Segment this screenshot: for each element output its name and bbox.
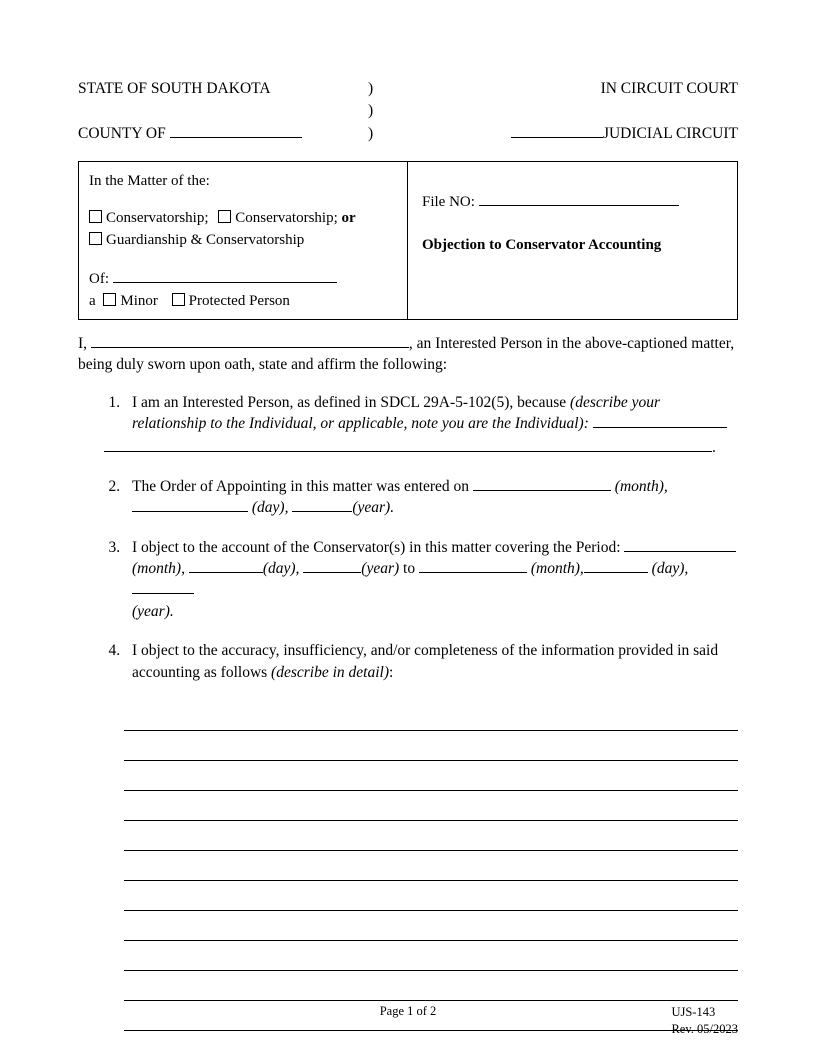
list-item-1 — [124, 392, 738, 458]
paren-top: ) — [368, 80, 374, 97]
form-revision: Rev. 05/2023 — [671, 1021, 738, 1036]
list-item-2 — [124, 476, 738, 519]
or-label: or — [341, 209, 356, 226]
state-line — [78, 78, 368, 100]
caption-box — [78, 161, 738, 320]
checkbox-guardianship-conservatorship-label: Guardianship & Conservatorship — [106, 232, 305, 249]
caption-box-right — [408, 162, 737, 319]
write-line[interactable] — [124, 761, 738, 791]
write-line[interactable] — [124, 701, 738, 731]
checkbox-conservatorship-2-label: Conservatorship; — [235, 209, 338, 226]
list-item-4 — [124, 640, 738, 683]
form-identifier — [671, 1004, 738, 1038]
item1-line2 — [132, 413, 738, 434]
item3-italic-day-2: (day), — [651, 560, 689, 577]
court-label: IN CIRCUIT COURT — [600, 80, 738, 97]
item3-text-a: I object to the account of the Conservator(s) in this matter covering the Period: — [132, 538, 625, 556]
checkbox-minor-icon[interactable] — [103, 293, 116, 306]
checkbox-conservatorship-label: Conservatorship; — [106, 209, 209, 226]
item1-input-a[interactable] — [593, 427, 727, 428]
item4-text-a: I object to the accuracy, insufficiency, and/or completeness of the information provided in said accounting as follows — [132, 642, 719, 681]
write-line[interactable] — [124, 911, 738, 941]
item3-line2 — [132, 558, 738, 601]
guardianship-option-row — [89, 229, 397, 252]
checkbox-conservatorship-2-icon[interactable] — [218, 210, 231, 223]
protected-person-label: Protected Person — [188, 293, 290, 310]
item3-italic-year-2: (year). — [132, 602, 174, 620]
intro-second-line: being duly sworn upon oath, state and affirm the following: — [78, 355, 448, 373]
item1-italic-a: (describe your — [570, 393, 661, 411]
item3-day-end-input[interactable] — [584, 572, 648, 573]
checkbox-guardianship-conservatorship-icon[interactable] — [89, 232, 102, 245]
write-line[interactable] — [124, 881, 738, 911]
item3-italic-month: (month), — [132, 560, 185, 577]
item3-line3 — [132, 601, 738, 622]
county-label: COUNTY OF — [78, 124, 166, 142]
numbered-items-list — [78, 392, 738, 683]
item2-italic-day: (day), — [251, 499, 289, 517]
affiant-intro — [78, 334, 738, 376]
paren-mid: ) — [368, 102, 374, 120]
item2-day-input[interactable] — [132, 511, 248, 512]
item2-italic-month: (month), — [614, 477, 668, 495]
checkbox-conservatorship-icon[interactable] — [89, 210, 102, 223]
item4-text-b: : — [389, 663, 394, 681]
item3-month-end-input[interactable] — [419, 572, 527, 573]
matter-label: In the Matter of the: — [89, 173, 210, 190]
item2-text-a: The Order of Appointing in this matter was entered on — [132, 477, 473, 495]
item3-month-start-input[interactable] — [624, 551, 736, 552]
circuit-line — [448, 123, 738, 145]
item3-year-end-input[interactable] — [132, 593, 194, 594]
write-line[interactable] — [124, 851, 738, 881]
item1-input-b[interactable] — [104, 451, 712, 452]
a-label: a — [89, 293, 96, 310]
file-no-row — [422, 194, 727, 211]
conservatorship-options-row — [89, 207, 397, 230]
of-row — [89, 268, 397, 291]
county-input[interactable] — [170, 137, 302, 138]
document-title: Objection to Conservator Accounting — [422, 237, 662, 254]
item1-italic-b: relationship to the Individual, or applicable, note you are the Individual): — [132, 415, 589, 433]
item2-italic-year: (year). — [352, 499, 395, 517]
write-line[interactable] — [124, 971, 738, 1001]
item4-italic-a: (describe in detail) — [271, 663, 389, 681]
item1-text-a: I am an Interested Person, as defined in SDCL 29A-5-102(5), because — [132, 393, 571, 411]
item3-year-start-input[interactable] — [303, 572, 361, 573]
file-no-label: File NO: — [422, 194, 475, 211]
person-type-row — [89, 290, 397, 313]
spacer-right — [448, 100, 738, 122]
item3-text-b: to — [399, 560, 419, 577]
of-name-input[interactable] — [113, 282, 337, 283]
of-label: Of: — [89, 270, 109, 287]
county-line — [78, 123, 368, 145]
paren-bottom: ) — [368, 124, 374, 142]
state-label: STATE OF SOUTH DAKOTA — [78, 80, 271, 97]
circuit-label: JUDICIAL CIRCUIT — [602, 124, 738, 142]
affiant-name-input[interactable] — [91, 347, 409, 348]
form-number: UJS-143 — [671, 1005, 716, 1019]
item3-day-start-input[interactable] — [189, 572, 263, 573]
item3-italic-month-2: (month), — [530, 560, 584, 577]
item2-year-input[interactable] — [292, 511, 352, 512]
write-line[interactable] — [124, 791, 738, 821]
item3-italic-year: (year) — [361, 560, 400, 577]
item2-month-input[interactable] — [473, 490, 611, 491]
write-in-lines — [124, 701, 738, 1031]
item1-period: . — [712, 438, 716, 456]
page-number: Page 1 of 2 — [379, 1004, 437, 1018]
write-line[interactable] — [124, 941, 738, 971]
intro-suffix: , an Interested Person in the above-captioned matter, — [408, 334, 735, 352]
file-no-input[interactable] — [479, 205, 679, 206]
minor-label: Minor — [120, 293, 158, 310]
item2-line2 — [132, 497, 738, 518]
spacer-left — [78, 100, 368, 122]
checkbox-protected-person-icon[interactable] — [172, 293, 185, 306]
write-line[interactable] — [124, 731, 738, 761]
item1-line3 — [104, 437, 738, 458]
write-line[interactable] — [124, 821, 738, 851]
caption-box-left — [79, 162, 408, 319]
list-item-3 — [124, 537, 738, 623]
intro-prefix: I, — [78, 334, 91, 352]
court-caption-header — [78, 78, 738, 145]
circuit-number-input[interactable] — [511, 137, 603, 138]
item3-italic-day: (day), — [262, 560, 300, 577]
